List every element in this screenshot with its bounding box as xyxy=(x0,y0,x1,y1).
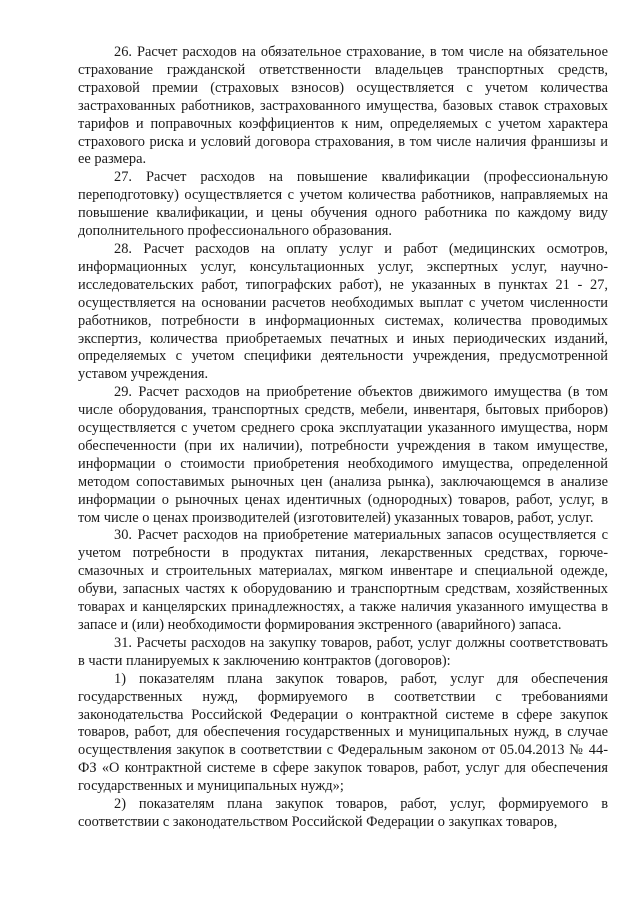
paragraph-29: 29. Расчет расходов на приобретение объектов движимого имущества (в том числе оборудования, транспортных средств, мебели, инвентаря, бытовых приборов) осуществляется с учетом среднего срока эксплуатации указанного имущества, норм обеспеченности (при их наличии), потребности учреждения в таком имуществе, информации о стоимости приобретения необходимого имущества, определенной методом сопоставимых рыночных цен (анализа рынка), заключающемся в анализе информации о рыночных ценах идентичных (однородных) товаров, работ, услуг, в том числе о ценах производителей (изготовителей) указанных товаров, работ, услуг. xyxy=(78,384,608,526)
paragraph-30: 30. Расчет расходов на приобретение материальных запасов осуществляется с учетом потребности в продуктах питания, лекарственных средствах, горюче-смазочных и строительных материалах, мягком инвентаре и специальной одежде, обуви, запасных частях к оборудованию и транспортным средствам, хозяйственных товарах и канцелярских принадлежностях, а также наличия указанного имущества в запасе и (или) необходимости формирования экстренного (аварийного) запаса. xyxy=(78,527,608,633)
paragraph-27: 27. Расчет расходов на повышение квалификации (профессиональную переподготовку) осуществляется с учетом количества работников, направляемых на повышение квалификации, и цены обучения одного работника по каждому виду дополнительного профессионального образования. xyxy=(78,169,608,240)
paragraph-31-item-1: 1) показателям плана закупок товаров, работ, услуг для обеспечения государственных нужд, формируемого в соответствии с требованиями законодательства Российской Федерации о контрактной системе в сфере закупок товаров, работ, для обеспечения государственных и муниципальных нужд, в случае осуществления закупок в соответствии с Федеральным законом от 05.04.2013 № 44-ФЗ «О контрактной системе в сфере закупок товаров, работ, услуг для обеспечения государственных и муниципальных нужд»; xyxy=(78,670,608,795)
document-page xyxy=(78,44,608,832)
paragraph-28: 28. Расчет расходов на оплату услуг и работ (медицинских осмотров, информационных услуг, консультационных услуг, экспертных услуг, научно-исследовательских работ, типографских работ), не указанных в пунктах 21 - 27, осуществляется на основании расчетов необходимых выплат с учетом численности работников, потребности в информационных системах, количества проводимых экспертиз, количества приобретаемых печатных и иных периодических изданий, определяемых с учетом специфики деятельности учреждения, предусмотренной уставом учреждения. xyxy=(78,240,608,383)
paragraph-31-item-2: 2) показателям плана закупок товаров, работ, услуг, формируемого в соответствии с законодательством Российской Федерации о закупках товаров, xyxy=(78,796,608,830)
paragraph-26: 26. Расчет расходов на обязательное страхование, в том числе на обязательное страхование гражданской ответственности владельцев транспортных средств, страховой премии (страховых взносов) осуществляется с учетом количества застрахованных работников, застрахованного имущества, базовых ставок страховых тарифов и поправочных коэффициентов к ним, определяемых с учетом характера страхового риска и условий договора страхования, в том числе наличия франшизы и ее размера. xyxy=(78,44,608,168)
paragraph-31: 31. Расчеты расходов на закупку товаров, работ, услуг должны соответствовать в части планируемых к заключению контрактов (договоров): xyxy=(78,634,608,669)
